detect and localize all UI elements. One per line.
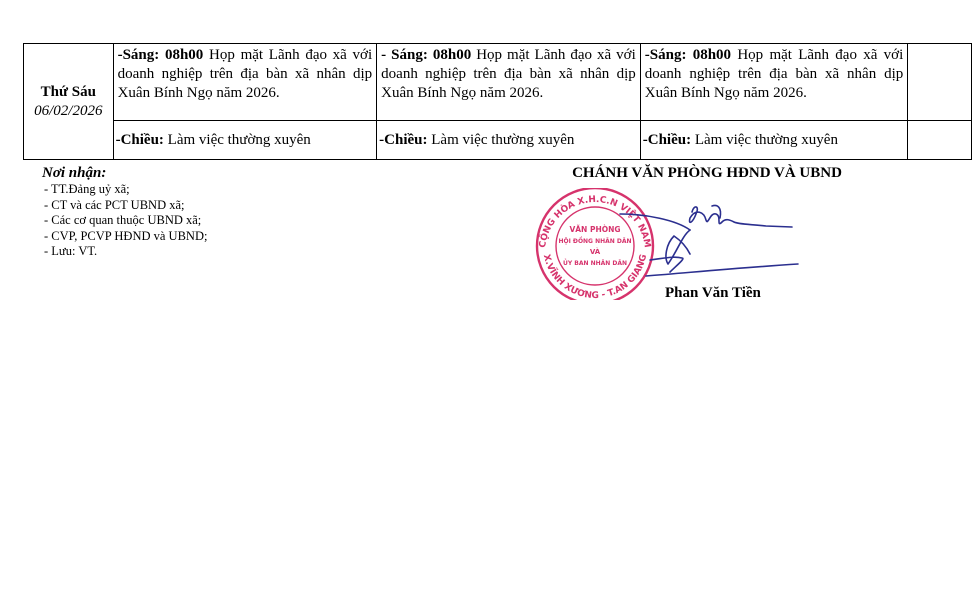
afternoon-text: Làm việc thường xuyên: [427, 131, 575, 148]
morning-text: Họp mặt Lãnh đạo xã với doanh nghiệp trên địa bàn xã nhân dịp Xuân Bính Ngọ năm 2026.: [117, 47, 373, 101]
handwritten-signature: [616, 200, 806, 280]
recipients-title: Nơi nhận:: [42, 165, 107, 181]
stamp-ring-top: CỘNG HÒA X.H.C.N VIỆT NAM: [538, 194, 652, 249]
stamp-line-2: HỘI ĐỒNG NHÂN DÂN: [558, 238, 632, 245]
morning-text: Họp mặt Lãnh đạo xã với doanh nghiệp trên địa bàn xã nhân dịp Xuân Bính Ngọ năm 2026.: [644, 47, 904, 101]
afternoon-text: Làm việc thường xuyên: [691, 131, 838, 148]
day-name: Thứ Sáu: [40, 83, 96, 100]
morning-cell: [377, 44, 641, 121]
list-item: - Các cơ quan thuộc UBND xã;: [44, 213, 202, 227]
morning-label: -Sáng: 08h00: [117, 47, 204, 63]
list-item: - CVP, PCVP HĐND và UBND;: [44, 228, 208, 243]
stamp-line-1: VĂN PHÒNG: [569, 225, 621, 234]
afternoon-label: -Chiều:: [642, 131, 692, 148]
day-date: 06/02/2026: [34, 102, 103, 119]
list-item: - Lưu: VT.: [44, 244, 98, 258]
table-row: [24, 44, 972, 121]
list-item: - TT.Đảng uỷ xã;: [44, 182, 130, 196]
afternoon-cell: [113, 121, 377, 160]
morning-label: - Sáng: 08h00: [381, 47, 472, 63]
table-row: [24, 121, 972, 160]
afternoon-text: Làm việc thường xuyên: [163, 131, 311, 148]
afternoon-label: -Chiều:: [379, 131, 428, 148]
recipients-list: [42, 182, 207, 260]
schedule-table: [23, 43, 972, 160]
afternoon-cell: [377, 121, 641, 160]
morning-label: -Sáng: 08h00: [644, 47, 732, 63]
afternoon-cell: [640, 121, 908, 160]
empty-cell: [908, 44, 972, 121]
morning-cell: [640, 44, 908, 121]
morning-cell: [113, 44, 377, 121]
stamp-ring-bottom: X.VĨNH XƯƠNG - T.AN GIANG: [540, 253, 650, 300]
recipients-block: [42, 165, 207, 260]
stamp-line-4: ỦY BAN NHÂN DÂN: [562, 260, 628, 267]
signature-title: CHÁNH VĂN PHÒNG HĐND VÀ UBND: [572, 165, 842, 181]
empty-cell: [908, 121, 972, 160]
list-item: - CT và các PCT UBND xã;: [44, 197, 185, 212]
morning-text: Họp mặt Lãnh đạo xã với doanh nghiệp trên địa bàn xã nhân dịp Xuân Bính Ngọ năm 2026.: [381, 47, 636, 101]
day-cell: [24, 44, 114, 160]
afternoon-label: -Chiều:: [115, 131, 164, 148]
signer-name: Phan Văn Tiền: [665, 285, 761, 301]
stamp-line-3: VÀ: [589, 248, 601, 256]
